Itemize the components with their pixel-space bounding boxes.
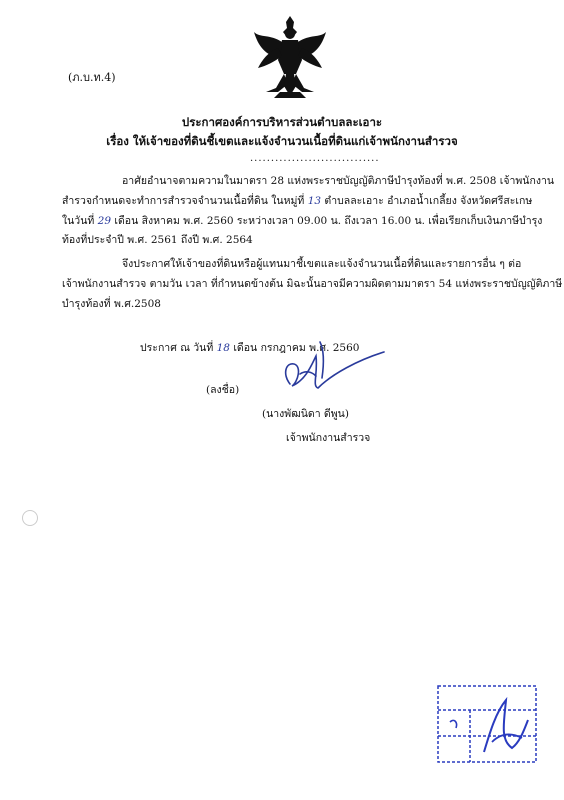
para1-line3-text-b: เดือน สิงหาคม พ.ศ. 2560 ระหว่างเวลา 09.00 น. ถึงเวลา 16.00 น. เพื่อเรียกเก็บเงินภาษีบำรุง bbox=[114, 215, 543, 227]
announcement-day-handwritten: 18 bbox=[216, 342, 230, 354]
announcement-title: ประกาศองค์การบริหารส่วนตำบลละเอาะ bbox=[181, 115, 383, 129]
para1-line3 bbox=[62, 212, 542, 229]
para2-line1: จึงประกาศให้เจ้าของที่ดินหรือผู้แทนมาชี้เขตและแจ้งจำนวนเนื้อที่ดินและรายการอื่น ๆ ต่อ bbox=[122, 258, 522, 270]
hole-punch-mark bbox=[22, 510, 38, 526]
signature-label: (ลงชื่อ) bbox=[206, 384, 240, 396]
para1-line2-text-a: สำรวจกำหนดจะทำการสำรวจจำนวนเนื้อที่ดิน ในหมู่ที่ bbox=[62, 195, 305, 207]
para1-line1: อาศัยอำนาจตามความในมาตรา 28 แห่งพระราชบัญญัติภาษีบำรุงท้องที่ พ.ศ. 2508 เจ้าพนักงาน bbox=[122, 175, 555, 187]
para1-line2-text-b: ตำบลละเอาะ อำเภอน้ำเกลี้ยง จังหวัดศรีสะเกษ bbox=[324, 195, 533, 207]
village-number-handwritten: 13 bbox=[307, 195, 322, 207]
official-stamp bbox=[434, 682, 540, 766]
announcement-subject: เรื่อง ให้เจ้าของที่ดินชี้เขตและแจ้งจำนวนเนื้อที่ดินแก่เจ้าพนักงานสำรวจ bbox=[106, 134, 458, 148]
announcement-date-suffix: เดือน กรกฎาคม พ.ศ. 2560 bbox=[233, 342, 360, 354]
para2-line2: เจ้าพนักงานสำรวจ ตามวัน เวลา ที่กำหนดข้างต้น มิฉะนั้นอาจมีความผิดตามมาตรา 54 แห่งพระราชบัญญัติภาษี bbox=[62, 278, 563, 290]
signer-name: (นางพัฒนิดา ดีพูน) bbox=[262, 408, 349, 420]
garuda-emblem-icon bbox=[252, 12, 328, 104]
announcement-date-prefix: ประกาศ ณ วันที่ bbox=[140, 342, 214, 354]
para1-line3-text-a: ในวันที่ bbox=[62, 215, 95, 227]
title-separator: ............................... bbox=[250, 153, 380, 164]
para1-line2 bbox=[62, 192, 532, 209]
signer-position: เจ้าพนักงานสำรวจ bbox=[286, 432, 371, 444]
document-reference-code: (ภ.บ.ท.4) bbox=[68, 71, 116, 84]
para1-line4: ท้องที่ประจำปี พ.ศ. 2561 ถึงปี พ.ศ. 2564 bbox=[62, 234, 253, 246]
para2-line3: บำรุงท้องที่ พ.ศ.2508 bbox=[62, 298, 161, 310]
survey-day-handwritten: 29 bbox=[97, 215, 112, 227]
handwritten-signature bbox=[272, 334, 392, 396]
